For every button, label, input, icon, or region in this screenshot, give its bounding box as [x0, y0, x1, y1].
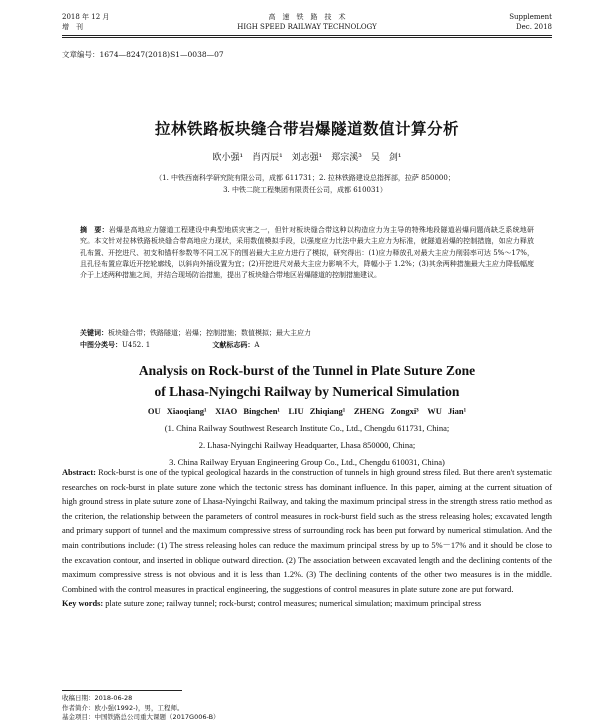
fund-info: 基金项目：中国铁路总公司重大课题（2017G006-B）	[62, 713, 220, 721]
title-cn: 拉林铁路板块缝合带岩爆隧道数值计算分析	[154, 120, 459, 138]
affiliation-cn-line1: （1. 中铁西南科学研究院有限公司，成都 611731；2. 拉林铁路建设总指挥部，拉萨 850000；	[155, 174, 455, 182]
title-en-line1: Analysis on Rock-burst of the Tunnel in Plate Suture Zone	[138, 363, 476, 378]
clc-field	[80, 341, 180, 349]
abstract-en-label: Abstract:	[62, 468, 96, 477]
affiliations-cn	[100, 172, 510, 196]
keywords-cn-text: 板块缝合带；铁路隧道；岩爆；控制措施；数值模拟；最大主应力	[108, 329, 311, 337]
title-en	[62, 360, 552, 402]
journal-name-cn: 高 速 铁 路 技 术	[268, 13, 346, 21]
doc-code-field	[212, 341, 289, 349]
affiliations-en	[62, 420, 552, 471]
keywords-cn-label: 关键词：	[80, 329, 108, 337]
abstract-cn	[80, 225, 534, 281]
keywords-en-text: plate suture zone; railway tunnel; rock-burst; control measures; numerical simulation; maximum principal stress	[105, 599, 482, 609]
header-right	[509, 12, 552, 32]
abstract-cn-text: 岩爆是高地应力隧道工程建设中典型地质灾害之一，但针对板块缝合带这种以构造应力为主导的特殊地段隧道岩爆问题尚缺乏系统地研究。本文针对拉林铁路板块缝合带高地应力现状，采用数值模拟手段，以强度应力比法中最大主应力为标准，就隧道岩爆的控制措施，如应力释放孔布置、开挖进尺、初支和锚杆参数等不同工况下的围岩最大主应力进行了模拟，研究得出：(1)应力释放孔对最大主应力削弱率可达 5%～17%，且孔径布置应靠近开挖轮廓线，以斜向外插设置为宜；(2)开挖进尺对最大主应力影响不大，降幅小于 1.2%；(3)其余两种措施最大主应力降低幅度介于上述两种措施之间，并结合现场防治措施，提出了板块缝合带地区岩爆隧道的控制措施建议。	[80, 226, 535, 280]
doc-code-value: A	[254, 341, 260, 349]
affiliation-en-line1: (1. China Railway Southwest Research Institute Co., Ltd., Chengdu 611731, China;	[164, 423, 450, 433]
header-issue: 增 刊	[62, 23, 83, 31]
header-date: 2018 年 12 月	[62, 13, 110, 21]
footnote-rule	[62, 690, 182, 691]
clc-label: 中图分类号：	[80, 340, 122, 349]
author-bio: 作者简介：欧小强(1992-)，男，工程师。	[62, 703, 184, 712]
affiliation-en-line2: 2. Lhasa-Nyingchi Railway Headquarter, Lhasa 850000, China;	[198, 440, 416, 450]
authors-en: OU Xiaoqiang¹ XIAO Bingchen¹ LIU Zhiqiang¹ ZHENG Zongxi³ WU Jian¹	[147, 406, 467, 416]
keywords-cn	[80, 328, 534, 339]
abstract-en-text: Rock-burst is one of the typical geological hazards in the construction of tunnels in high ground stress filed. But there aren't systematic researches on rock-burst in plate suture zone which the tectonic stress has dominant influence. In this paper, aiming at the current situation of high ground stress in plate suture zone of Lhasa-Nyingchi Railway, and taking the maximum principal stress in the strength stress ratio method as the criterion, the relationship between the parameters of control measures in rock-burst field such as the stress releasing holes; excavated length and primary support of tunnel and the maximum compressive stress of surrounding rock has been put forward by numerical stimulation. And the main contributions include: (1) The stress releasing holes can reduce the maximum principal stress by up to 5%－17% and it should be close to the excavation contour, and inserted in oblique outward direction. (2) The association between excavated length and the declining contents of the maximum compressive stress is not obvious and it is less than 1.2%. (3) The declining contents of the other two measures is in the middle. Combined with the control measures in practical engineering, the suggestions of control measures in plate suture zone are put forward.	[62, 468, 552, 594]
authors-cn: 欧小强¹ 肖丙辰¹ 刘志强¹ 郑宗溪³ 吴 剑¹	[212, 153, 402, 163]
doc-code-label: 文献标志码：	[212, 340, 255, 349]
header-rule-top	[62, 35, 552, 36]
journal-name-en: HIGH SPEED RAILWAY TECHNOLOGY	[237, 23, 377, 31]
affiliation-cn-line2: 3. 中铁二院工程集团有限责任公司，成都 610031）	[223, 186, 387, 194]
clc-value: U452. 1	[122, 341, 151, 349]
keywords-en-label: Key words:	[62, 599, 104, 609]
article-number: 文章编号：1674—8247(2018)S1—0038—07	[62, 50, 224, 59]
header-rule-bottom	[62, 37, 552, 38]
classification-line	[80, 340, 319, 350]
received-date: 收稿日期：2018-06-28	[62, 694, 133, 702]
header-journal	[62, 12, 552, 32]
header-date-en: Dec. 2018	[516, 23, 552, 31]
footnotes	[62, 694, 220, 723]
abstract-en	[62, 466, 552, 612]
header-supplement: Supplement	[509, 13, 552, 21]
affiliation-en-line3: 3. China Railway Eryuan Engineering Group Co., Ltd., Chengdu 610031, China)	[169, 457, 445, 467]
abstract-cn-label: 摘 要：	[80, 226, 109, 234]
title-en-line2: of Lhasa-Nyingchi Railway by Numerical Simulation	[154, 384, 460, 399]
